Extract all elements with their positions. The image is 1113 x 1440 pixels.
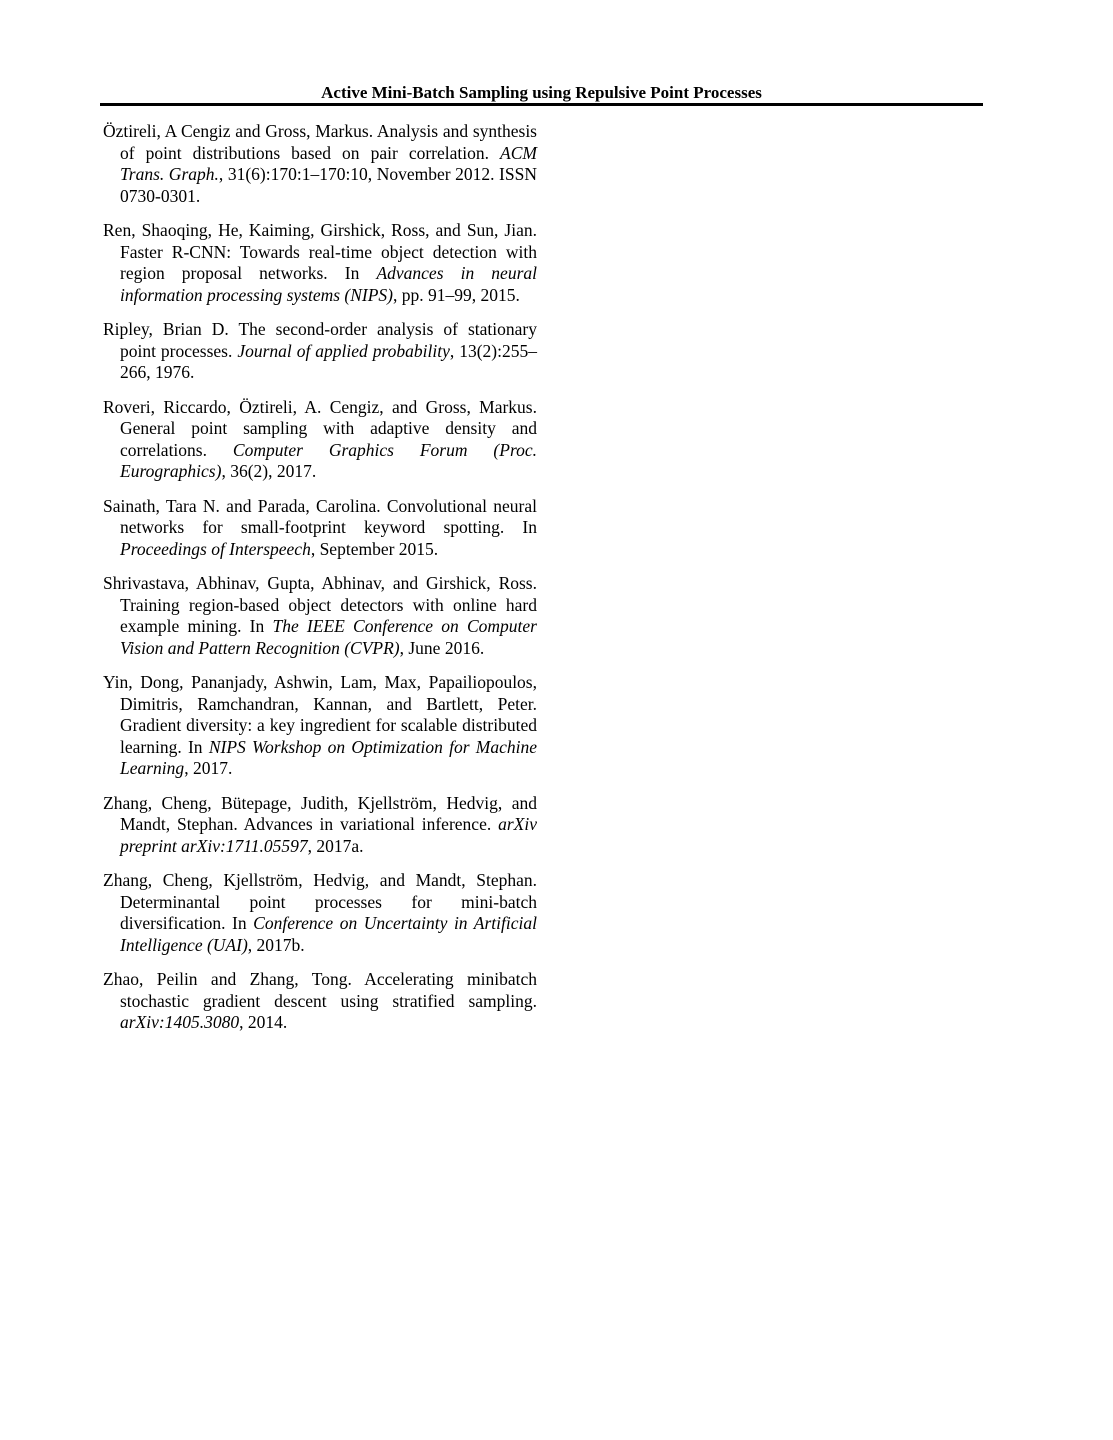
reference-venue: arXiv preprint arXiv:1711.05597 bbox=[120, 814, 537, 856]
reference-text: Roveri, Riccardo, Öztireli, A. Cengiz, and Gross, Markus. General point sampling with adaptive density and correlations. bbox=[103, 396, 537, 460]
reference-entry bbox=[103, 870, 537, 956]
reference-text: Zhang, Cheng, Kjellström, Hedvig, and Mandt, Stephan. Determinantal point processes for mini-batch diversification. In bbox=[103, 870, 537, 933]
reference-entry bbox=[103, 793, 537, 858]
reference-text: Yin, Dong, Pananjady, Ashwin, Lam, Max, Papailiopoulos, Dimitris, Ramchandran, Kannan, and Bartlett, Peter. Gradient diversity: a key ingredient for scalable distributed learning. In bbox=[103, 672, 537, 757]
reference-text: , June 2016. bbox=[399, 637, 485, 658]
reference-venue: arXiv:1405.3080 bbox=[120, 1012, 240, 1032]
running-head-title: Active Mini-Batch Sampling using Repulsive Point Processes bbox=[321, 83, 762, 102]
references-column bbox=[103, 121, 537, 1047]
reference-entry bbox=[103, 319, 537, 384]
reference-text: Ren, Shaoqing, He, Kaiming, Girshick, Ross, and Sun, Jian. Faster R-CNN: Towards real-time object detection with region proposal networks. In bbox=[103, 220, 537, 283]
reference-venue: NIPS Workshop on Optimization for Machine Learning bbox=[120, 736, 537, 778]
reference-entry bbox=[103, 496, 537, 561]
reference-text: Ripley, Brian D. The second-order analysis of stationary point processes. bbox=[103, 319, 537, 361]
reference-entry bbox=[103, 397, 537, 483]
reference-text: , 36(2), 2017. bbox=[221, 461, 317, 481]
reference-text: Zhang, Cheng, Bütepage, Judith, Kjellström, Hedvig, and Mandt, Stephan. Advances in variational inference. bbox=[103, 792, 537, 834]
reference-venue: Journal of applied probability bbox=[237, 340, 450, 361]
reference-text: Zhao, Peilin and Zhang, Tong. Accelerating minibatch stochastic gradient descent using stratified sampling. bbox=[103, 969, 537, 1011]
reference-text: , 2017b. bbox=[247, 934, 305, 955]
reference-text: , 31(6):170:1–170:10, November 2012. ISSN 0730-0301. bbox=[120, 164, 537, 206]
reference-venue: Proceedings of Interspeech bbox=[120, 538, 311, 559]
reference-venue: Computer Graphics Forum (Proc. Eurographics) bbox=[120, 439, 537, 481]
reference-venue: The IEEE Conference on Computer Vision and Pattern Recognition (CVPR) bbox=[120, 616, 537, 658]
reference-text: , September 2015. bbox=[310, 538, 439, 559]
reference-venue: ACM Trans. Graph. bbox=[120, 142, 537, 184]
reference-venue: Conference on Uncertainty in Artificial Intelligence (UAI) bbox=[120, 913, 537, 955]
reference-text: Sainath, Tara N. and Parada, Carolina. Convolutional neural networks for small-footprint keyword spotting. In bbox=[103, 495, 537, 537]
reference-entry bbox=[103, 573, 537, 659]
reference-entry bbox=[103, 969, 537, 1034]
reference-text: Öztireli, A Cengiz and Gross, Markus. Analysis and synthesis of point distributions based on pair correlation. bbox=[103, 121, 537, 163]
header-rule bbox=[100, 103, 983, 106]
reference-text: , 2017. bbox=[184, 758, 233, 778]
reference-entry bbox=[103, 121, 537, 207]
reference-entry bbox=[103, 220, 537, 306]
reference-venue: Advances in neural information processing systems (NIPS) bbox=[120, 263, 537, 305]
reference-text: , 2017a. bbox=[307, 835, 364, 856]
reference-text: , pp. 91–99, 2015. bbox=[393, 284, 520, 305]
reference-text: Shrivastava, Abhinav, Gupta, Abhinav, and Girshick, Ross. Training region-based object detectors with online hard example mining. In bbox=[103, 573, 537, 636]
reference-text: , 13(2):255–266, 1976. bbox=[120, 340, 537, 382]
reference-entry bbox=[103, 672, 537, 780]
reference-text: , 2014. bbox=[239, 1012, 288, 1032]
